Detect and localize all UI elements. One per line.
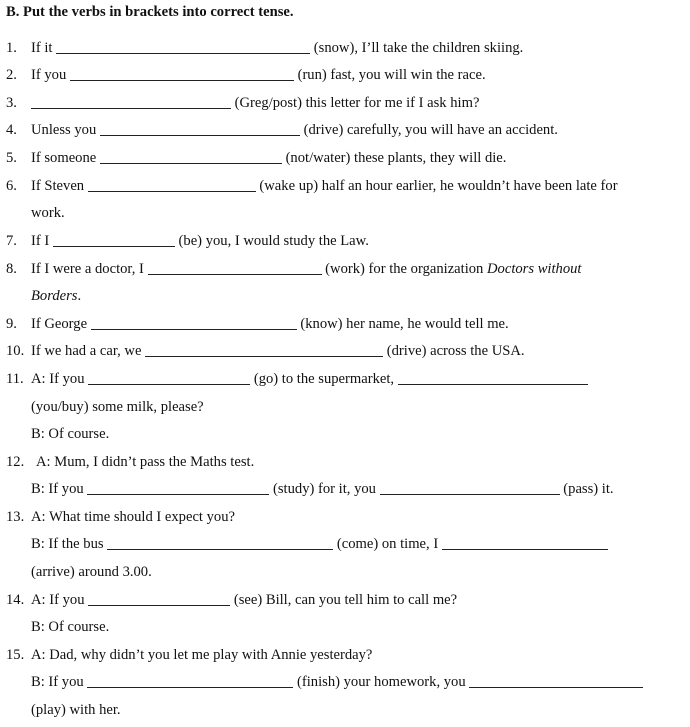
item-text: B: Of course. (31, 426, 110, 442)
exercise-item-1 (0, 36, 690, 60)
exercise-item-2 (0, 63, 690, 87)
answer-blank[interactable] (380, 479, 560, 495)
exercise-item-11 (0, 367, 690, 391)
answer-blank[interactable] (31, 93, 231, 109)
item-text: If it (31, 40, 53, 56)
item-text: (wake up) half an hour earlier, he wouldn’t have been late for (259, 178, 618, 194)
exercise-item-6 (0, 174, 690, 198)
answer-blank[interactable] (70, 65, 294, 81)
item-number: 6. (6, 178, 17, 194)
item-text: (come) on time, I (336, 536, 439, 552)
answer-blank[interactable] (148, 259, 322, 275)
item-text: (drive) carefully, you will have an accident. (303, 122, 558, 138)
item-text: . (77, 288, 82, 304)
item-text: If George (31, 316, 88, 332)
item-number: 10. (6, 343, 25, 359)
exercise-item-13-cont (0, 560, 690, 584)
answer-blank[interactable] (91, 314, 297, 330)
answer-blank[interactable] (87, 672, 293, 688)
exercise-item-8-cont (0, 284, 690, 308)
item-text: work. (31, 205, 65, 221)
answer-blank[interactable] (88, 176, 256, 192)
item-text: (see) Bill, can you tell him to call me? (233, 592, 458, 608)
answer-blank[interactable] (88, 590, 230, 606)
item-text: B: If you (31, 674, 84, 690)
item-number: 13. (6, 509, 25, 525)
exercise-item-12-reply (0, 477, 690, 501)
answer-blank[interactable] (442, 534, 608, 550)
exercise-item-10 (0, 339, 690, 363)
exercise-item-9 (0, 312, 690, 336)
item-number: 5. (6, 150, 17, 166)
exercise-item-6-cont (0, 201, 690, 225)
exercise-item-14-reply (0, 615, 690, 639)
item-text: (pass) it. (563, 481, 614, 497)
item-number: 1. (6, 40, 17, 56)
exercise-item-11-cont (0, 395, 690, 419)
item-text: B: Of course. (31, 619, 110, 635)
item-text-italic: Borders (31, 288, 78, 304)
item-number: 2. (6, 67, 17, 83)
answer-blank[interactable] (145, 341, 383, 357)
exercise-item-13-reply (0, 532, 690, 556)
exercise-item-4 (0, 118, 690, 142)
item-text: B: If the bus (31, 536, 104, 552)
item-text: (be) you, I would study the Law. (178, 233, 369, 249)
exercise-item-15-reply (0, 670, 690, 694)
item-text: (run) fast, you will win the race. (297, 67, 486, 83)
item-text: (snow), I’ll take the children skiing. (313, 40, 524, 56)
answer-blank[interactable] (53, 231, 175, 247)
item-text: (work) for the organization (325, 261, 484, 277)
item-number: 8. (6, 261, 17, 277)
answer-blank[interactable] (107, 534, 333, 550)
item-text: (study) for it, you (273, 481, 376, 497)
item-text: If someone (31, 150, 97, 166)
item-number: 14. (6, 592, 25, 608)
exercise-item-15 (0, 643, 690, 667)
item-text: (play) with her. (31, 702, 121, 718)
item-text: (go) to the supermarket, (253, 371, 395, 387)
item-number: 4. (6, 122, 17, 138)
item-text: (drive) across the USA. (386, 343, 525, 359)
item-text: If we had a car, we (31, 343, 142, 359)
exercise-item-13 (0, 505, 690, 529)
item-text: If you (31, 67, 67, 83)
item-text: A: If you (31, 592, 85, 608)
item-text: (arrive) around 3.00. (31, 564, 152, 580)
item-number: 11. (6, 371, 24, 387)
item-text: If I (31, 233, 50, 249)
item-text: If I were a doctor, I (31, 261, 144, 277)
item-text: (know) her name, he would tell me. (300, 316, 509, 332)
exercise-item-12 (0, 450, 690, 474)
item-number: 7. (6, 233, 17, 249)
item-text: A: What time should I expect you? (31, 509, 235, 525)
answer-blank[interactable] (100, 148, 282, 164)
answer-blank[interactable] (87, 479, 269, 495)
item-text: (Greg/post) this letter for me if I ask him? (234, 95, 480, 111)
exercise-item-14 (0, 588, 690, 612)
item-text-italic: Doctors without (487, 261, 582, 277)
answer-blank[interactable] (398, 369, 588, 385)
item-text: A: Dad, why didn’t you let me play with Annie yesterday? (31, 647, 373, 663)
item-text: A: If you (31, 371, 85, 387)
item-text: B: If you (31, 481, 84, 497)
item-text: (you/buy) some milk, please? (31, 399, 204, 415)
item-text: (not/water) these plants, they will die. (285, 150, 507, 166)
exercise-item-15-cont (0, 698, 690, 722)
item-number: 12. (6, 454, 25, 470)
item-number: 9. (6, 316, 17, 332)
item-number: 15. (6, 647, 25, 663)
answer-blank[interactable] (469, 672, 643, 688)
exercise-item-7 (0, 229, 690, 253)
answer-blank[interactable] (88, 369, 250, 385)
exercise-item-8 (0, 257, 690, 281)
exercise-item-5 (0, 146, 690, 170)
item-text: A: Mum, I didn’t pass the Maths test. (36, 454, 255, 470)
answer-blank[interactable] (100, 120, 300, 136)
answer-blank[interactable] (56, 38, 310, 54)
item-text: If Steven (31, 178, 85, 194)
exercise-item-11-reply (0, 422, 690, 446)
exercise-item-3 (0, 91, 690, 115)
item-text: Unless you (31, 122, 97, 138)
exercise-heading: B. Put the verbs in brackets into correct tense. (6, 4, 294, 20)
item-text: (finish) your homework, you (297, 674, 466, 690)
item-number: 3. (6, 95, 17, 111)
